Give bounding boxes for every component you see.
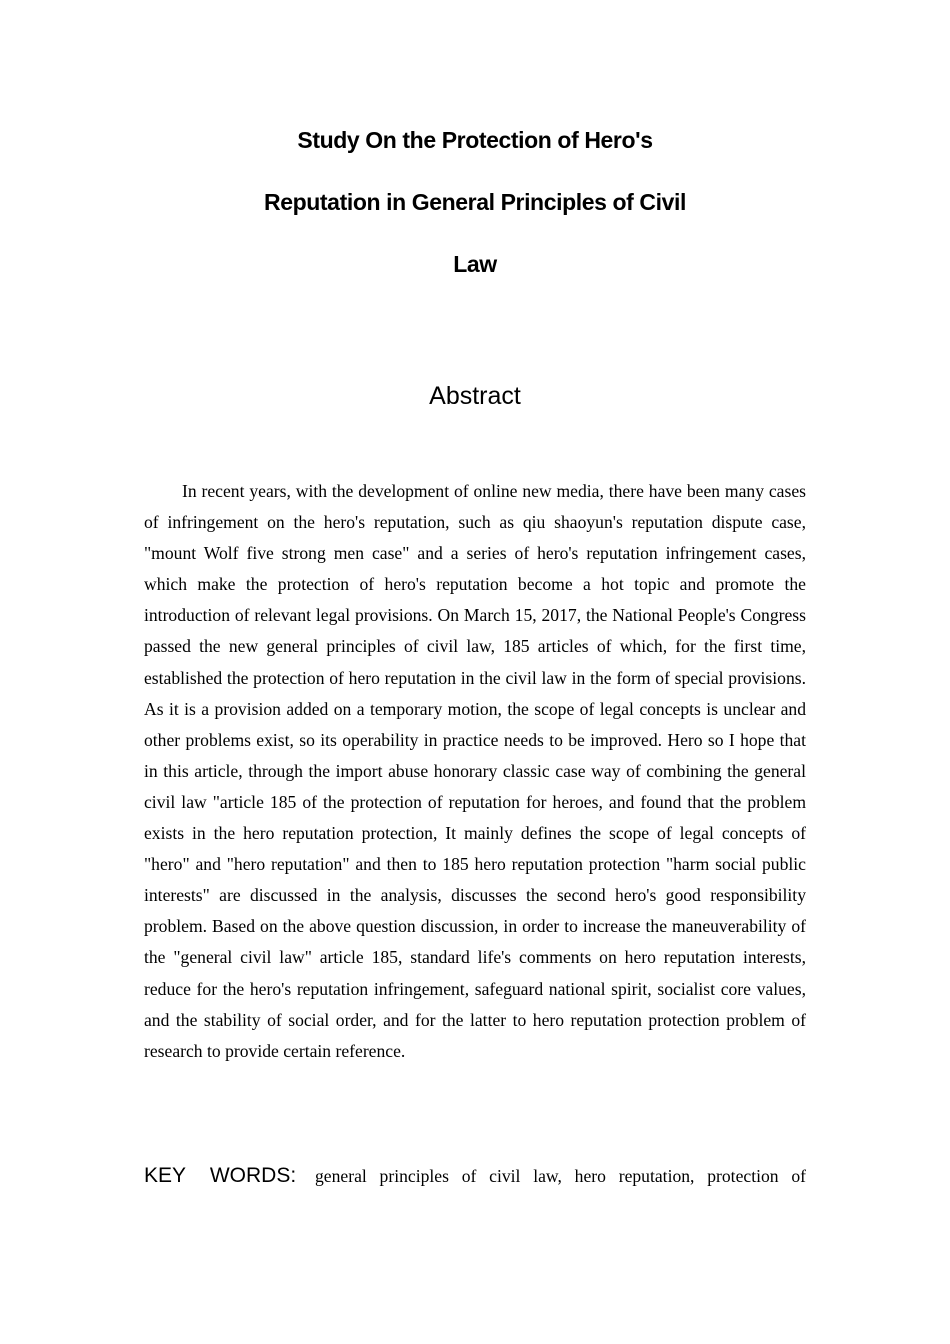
abstract-body: In recent years, with the development of online new media, there have been many cases of infringement on the hero's reputation, such as qiu shaoyun's reputation dispute case, "mount Wolf five strong men case" and a series of hero's reputation infringement cases, which make the protection of hero's reputation become a hot topic and promote the introduction of relevant legal provisions. On March 15, 2017, the National People's Congress passed the new general principles of civil law, 185 articles of which, for the first time, established the protection of hero reputation in the civil law in the form of special provisions. As it is a provision added on a temporary motion, the scope of legal concepts is unclear and other problems exist, so its operability in practice needs to be improved. Hero so I hope that in this article, through the import abuse honorary classic case way of combining the general civil law "article 185 of the protection of reputation for heroes, and found that the problem exists in the hero reputation protection, It mainly defines the scope of legal concepts of "hero" and "hero reputation" and then to 185 hero reputation protection "harm social public interests" are discussed in the analysis, discusses the second hero's good responsibility problem. Based on the above question discussion, in order to increase the maneuverability of the "general civil law" article 185, standard life's comments on hero reputation interests, reduce for the hero's reputation infringement, safeguard national spirit, socialist core values, and the stability of social order, and for the latter to hero reputation protection problem of research to provide certain reference. <box>144 481 806 1061</box>
title-line-2: Reputation in General Principles of Civil <box>264 189 686 215</box>
title-line-1: Study On the Protection of Hero's <box>297 127 653 153</box>
keywords-line <box>144 1160 806 1192</box>
paper-title <box>0 118 950 304</box>
title-line-3: Law <box>453 251 497 277</box>
keywords-text: general principles of civil law, hero reputation, protection of <box>315 1166 807 1186</box>
keywords-label: KEY WORDS: <box>144 1164 297 1187</box>
abstract-heading: Abstract <box>429 382 521 410</box>
